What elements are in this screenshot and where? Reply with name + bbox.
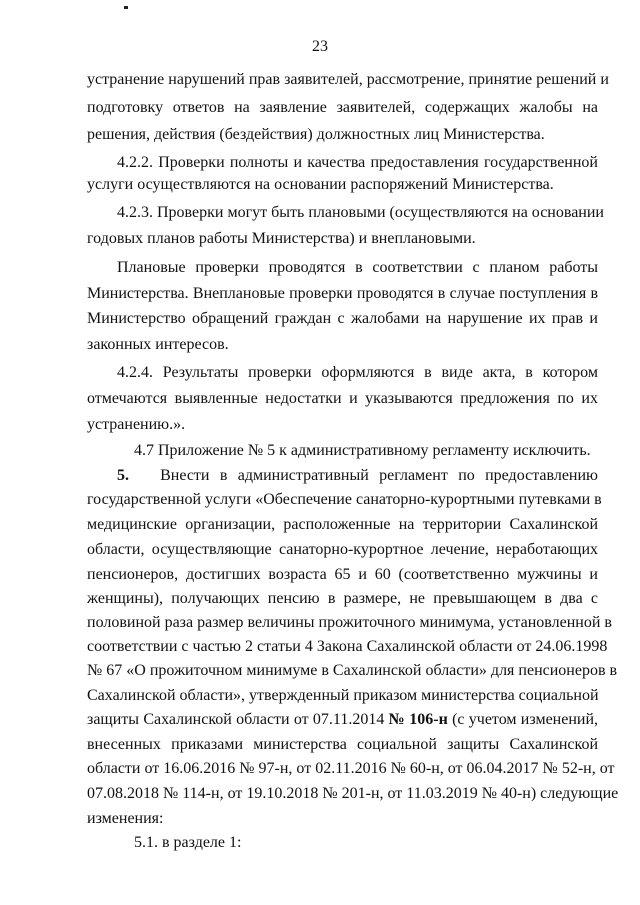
text-line: области, осуществляющие санаторно-курортное лечение, неработающих [87, 541, 598, 558]
text-line: половиной раза размер величины прожиточного минимума, установленной в [87, 614, 612, 631]
text-line: Министерство обращений граждан с жалобами на нарушение их прав и [87, 310, 598, 327]
text-line: устранение нарушений прав заявителей, рассмотрение, принятие решений и [87, 71, 609, 88]
text-line: государственной услуги «Обеспечение санаторно-курортными путевками в [87, 491, 602, 508]
text-line: 4.2.4. Результаты проверки оформляются в виде акта, в котором [117, 364, 598, 381]
order-number: № 106-н [388, 711, 448, 728]
text-line: отмечаются выявленные недостатки и указываются предложения по их [87, 390, 598, 407]
text-line: услуги осуществляются на основании распоряжений Министерства. [87, 176, 554, 193]
scan-artifact [124, 6, 128, 9]
text-line: Министерства. Внеплановые проверки проводятся в случае поступления в [87, 285, 598, 302]
text-line: годовых планов работы Министерства) и внеплановыми. [87, 230, 476, 247]
text-line-item5 [117, 466, 598, 486]
text-line: Плановые проверки проводятся в соответствии с планом работы [117, 259, 598, 276]
page-number: 23 [312, 38, 328, 55]
text-line: подготовку ответов на заявление заявителей, содержащих жалобы на [87, 99, 598, 116]
text-line: медицинские организации, расположенные на территории Сахалинской [87, 516, 598, 533]
text-line: внесенных приказами министерства социальной защиты Сахалинской [87, 736, 598, 753]
item-number: 5. [117, 467, 129, 484]
text-line: области от 16.06.2016 № 97-н, от 02.11.2016 № 60-н, от 06.04.2017 № 52-н, от [87, 760, 615, 777]
text-line: 07.08.2018 № 114-н, от 19.10.2018 № 201-н, от 11.03.2019 № 40-н) следующие [87, 785, 619, 802]
text-line: изменения: [87, 810, 164, 827]
text-line: соответствии с частью 2 статьи 4 Закона Сахалинской области от 24.06.1998 [87, 638, 608, 655]
text-line: устранению.». [87, 416, 186, 433]
text-line: 4.7 Приложение № 5 к административному регламенту исключить. [134, 442, 591, 459]
text-line: 5.1. в разделе 1: [134, 834, 242, 851]
order-text-2: (с учетом изменений, [452, 711, 599, 728]
text-line: 4.2.2. Проверки полноты и качества предоставления государственной [117, 154, 598, 171]
text-line: пенсионеров, достигших возраста 65 и 60 (соответственно мужчины и [87, 566, 598, 583]
text-line: законных интересов. [87, 336, 229, 353]
text-line: женщины), получающих пенсию в размере, не превышающем в два с [87, 590, 598, 607]
text-line: № 67 «О прожиточном минимуме в Сахалинской области» для пенсионеров в [87, 662, 618, 679]
text-line: 4.2.3. Проверки могут быть плановыми (осуществляются на основании [117, 204, 604, 221]
item5-text: Внести в административный регламент по предоставлению [160, 467, 598, 484]
order-text: защиты Сахалинской области от 07.11.2014 [87, 711, 385, 728]
text-line-order [87, 710, 598, 730]
text-line: Сахалинской области», утвержденный приказом министерства социальной [87, 687, 599, 704]
text-line: решения, действия (бездействия) должностных лиц Министерства. [87, 126, 545, 143]
